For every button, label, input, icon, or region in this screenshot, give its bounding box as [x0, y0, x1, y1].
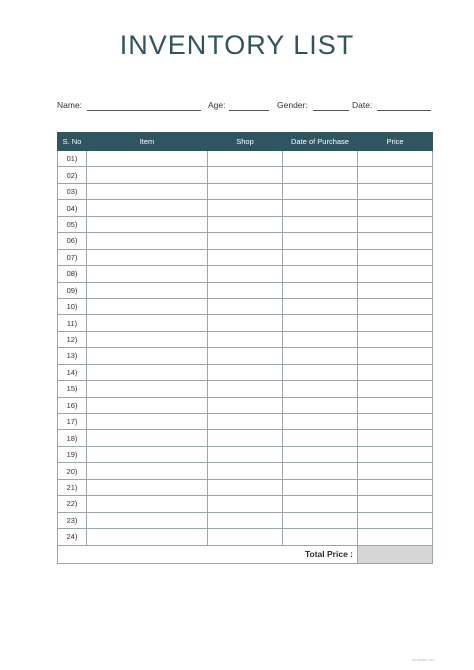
- date-cell[interactable]: [283, 512, 358, 528]
- date-cell[interactable]: [283, 233, 358, 249]
- price-cell[interactable]: [358, 167, 433, 183]
- date-cell[interactable]: [283, 479, 358, 495]
- date-cell[interactable]: [283, 266, 358, 282]
- item-cell[interactable]: [87, 315, 208, 331]
- table-row: [58, 414, 433, 430]
- price-cell[interactable]: [358, 183, 433, 199]
- table-row: [58, 512, 433, 528]
- shop-cell[interactable]: [208, 512, 283, 528]
- date-cell[interactable]: [283, 348, 358, 364]
- row-number: 07): [58, 249, 87, 265]
- item-cell[interactable]: [87, 414, 208, 430]
- info-row: [57, 100, 431, 114]
- price-cell[interactable]: [358, 249, 433, 265]
- row-number: 02): [58, 167, 87, 183]
- header-sno: S. No: [58, 133, 87, 151]
- shop-cell[interactable]: [208, 298, 283, 314]
- item-cell[interactable]: [87, 249, 208, 265]
- price-cell[interactable]: [358, 282, 433, 298]
- shop-cell[interactable]: [208, 529, 283, 545]
- date-cell[interactable]: [283, 183, 358, 199]
- shop-cell[interactable]: [208, 183, 283, 199]
- table-row: [58, 249, 433, 265]
- item-cell[interactable]: [87, 529, 208, 545]
- item-cell[interactable]: [87, 331, 208, 347]
- row-number: 23): [58, 512, 87, 528]
- table-row: [58, 364, 433, 380]
- row-number: 09): [58, 282, 87, 298]
- item-cell[interactable]: [87, 216, 208, 232]
- date-cell[interactable]: [283, 364, 358, 380]
- price-cell[interactable]: [358, 315, 433, 331]
- date-cell[interactable]: [283, 315, 358, 331]
- price-cell[interactable]: [358, 512, 433, 528]
- shop-cell[interactable]: [208, 151, 283, 167]
- table-header-row: [58, 133, 433, 151]
- price-cell[interactable]: [358, 298, 433, 314]
- shop-cell[interactable]: [208, 216, 283, 232]
- header-date-of-purchase: Date of Purchase: [283, 133, 358, 151]
- date-cell[interactable]: [283, 200, 358, 216]
- table-row: [58, 381, 433, 397]
- table-row: [58, 348, 433, 364]
- item-cell[interactable]: [87, 183, 208, 199]
- row-number: 12): [58, 331, 87, 347]
- shop-cell[interactable]: [208, 364, 283, 380]
- item-cell[interactable]: [87, 298, 208, 314]
- row-number: 15): [58, 381, 87, 397]
- price-cell[interactable]: [358, 151, 433, 167]
- age-field[interactable]: [229, 110, 269, 111]
- item-cell[interactable]: [87, 282, 208, 298]
- table-row: [58, 216, 433, 232]
- row-number: 16): [58, 397, 87, 413]
- date-cell[interactable]: [283, 216, 358, 232]
- shop-cell[interactable]: [208, 348, 283, 364]
- price-cell[interactable]: [358, 233, 433, 249]
- row-number: 03): [58, 183, 87, 199]
- row-number: 11): [58, 315, 87, 331]
- shop-cell[interactable]: [208, 249, 283, 265]
- table-row: [58, 282, 433, 298]
- price-cell[interactable]: [358, 266, 433, 282]
- date-cell[interactable]: [283, 496, 358, 512]
- gender-field[interactable]: [313, 110, 349, 111]
- row-number: 19): [58, 446, 87, 462]
- item-cell[interactable]: [87, 496, 208, 512]
- item-cell[interactable]: [87, 381, 208, 397]
- row-number: 06): [58, 233, 87, 249]
- price-cell[interactable]: [358, 430, 433, 446]
- item-cell[interactable]: [87, 364, 208, 380]
- shop-cell[interactable]: [208, 200, 283, 216]
- total-row: [58, 545, 433, 563]
- gender-label: Gender:: [277, 100, 308, 110]
- row-number: 14): [58, 364, 87, 380]
- item-cell[interactable]: [87, 151, 208, 167]
- table-row: [58, 266, 433, 282]
- item-cell[interactable]: [87, 479, 208, 495]
- item-cell[interactable]: [87, 167, 208, 183]
- page-title: INVENTORY LIST: [119, 30, 355, 60]
- table-row: [58, 446, 433, 462]
- table-row: [58, 331, 433, 347]
- table-row: [58, 430, 433, 446]
- total-price-label: Total Price :: [58, 545, 358, 563]
- date-cell[interactable]: [283, 463, 358, 479]
- price-cell[interactable]: [358, 364, 433, 380]
- price-cell[interactable]: [358, 397, 433, 413]
- date-cell[interactable]: [283, 167, 358, 183]
- shop-cell[interactable]: [208, 446, 283, 462]
- shop-cell[interactable]: [208, 479, 283, 495]
- date-cell[interactable]: [283, 430, 358, 446]
- row-number: 13): [58, 348, 87, 364]
- date-cell[interactable]: [283, 249, 358, 265]
- table-row: [58, 233, 433, 249]
- price-cell[interactable]: [358, 529, 433, 545]
- item-cell[interactable]: [87, 266, 208, 282]
- name-field[interactable]: [87, 110, 201, 111]
- table-row: [58, 315, 433, 331]
- date-cell[interactable]: [283, 397, 358, 413]
- price-cell[interactable]: [358, 331, 433, 347]
- table-row: [58, 151, 433, 167]
- row-number: 10): [58, 298, 87, 314]
- shop-cell[interactable]: [208, 430, 283, 446]
- row-number: 17): [58, 414, 87, 430]
- price-cell[interactable]: [358, 216, 433, 232]
- table-row: [58, 529, 433, 545]
- date-cell[interactable]: [283, 381, 358, 397]
- shop-cell[interactable]: [208, 381, 283, 397]
- table-row: [58, 200, 433, 216]
- table-row: [58, 479, 433, 495]
- table-row: [58, 298, 433, 314]
- item-cell[interactable]: [87, 348, 208, 364]
- row-number: 22): [58, 496, 87, 512]
- date-cell[interactable]: [283, 529, 358, 545]
- watermark: template.net: [411, 657, 434, 662]
- header-item: Item: [87, 133, 208, 151]
- total-price-cell[interactable]: [358, 545, 433, 563]
- row-number: 05): [58, 216, 87, 232]
- table-row: [58, 183, 433, 199]
- item-cell[interactable]: [87, 397, 208, 413]
- shop-cell[interactable]: [208, 233, 283, 249]
- price-cell[interactable]: [358, 414, 433, 430]
- table-body: [58, 151, 433, 564]
- date-cell[interactable]: [283, 331, 358, 347]
- shop-cell[interactable]: [208, 315, 283, 331]
- shop-cell[interactable]: [208, 496, 283, 512]
- date-cell[interactable]: [283, 298, 358, 314]
- table-row: [58, 397, 433, 413]
- shop-cell[interactable]: [208, 266, 283, 282]
- row-number: 24): [58, 529, 87, 545]
- shop-cell[interactable]: [208, 463, 283, 479]
- age-label: Age:: [208, 100, 226, 110]
- shop-cell[interactable]: [208, 414, 283, 430]
- date-cell[interactable]: [283, 151, 358, 167]
- date-cell[interactable]: [283, 282, 358, 298]
- table-row: [58, 496, 433, 512]
- header-shop: Shop: [208, 133, 283, 151]
- table-row: [58, 167, 433, 183]
- name-label: Name:: [57, 100, 83, 110]
- item-cell[interactable]: [87, 233, 208, 249]
- table-row: [58, 463, 433, 479]
- date-field[interactable]: [377, 110, 431, 111]
- price-cell[interactable]: [358, 446, 433, 462]
- item-cell[interactable]: [87, 430, 208, 446]
- price-cell[interactable]: [358, 496, 433, 512]
- item-cell[interactable]: [87, 463, 208, 479]
- header-price: Price: [358, 133, 433, 151]
- row-number: 21): [58, 479, 87, 495]
- shop-cell[interactable]: [208, 282, 283, 298]
- row-number: 18): [58, 430, 87, 446]
- date-label: Date:: [352, 100, 373, 110]
- shop-cell[interactable]: [208, 167, 283, 183]
- item-cell[interactable]: [87, 200, 208, 216]
- date-cell[interactable]: [283, 446, 358, 462]
- row-number: 04): [58, 200, 87, 216]
- price-cell[interactable]: [358, 463, 433, 479]
- row-number: 01): [58, 151, 87, 167]
- inventory-table: [57, 132, 433, 564]
- price-cell[interactable]: [358, 479, 433, 495]
- item-cell[interactable]: [87, 446, 208, 462]
- row-number: 08): [58, 266, 87, 282]
- price-cell[interactable]: [358, 348, 433, 364]
- row-number: 20): [58, 463, 87, 479]
- shop-cell[interactable]: [208, 397, 283, 413]
- price-cell[interactable]: [358, 200, 433, 216]
- price-cell[interactable]: [358, 381, 433, 397]
- item-cell[interactable]: [87, 512, 208, 528]
- shop-cell[interactable]: [208, 331, 283, 347]
- date-cell[interactable]: [283, 414, 358, 430]
